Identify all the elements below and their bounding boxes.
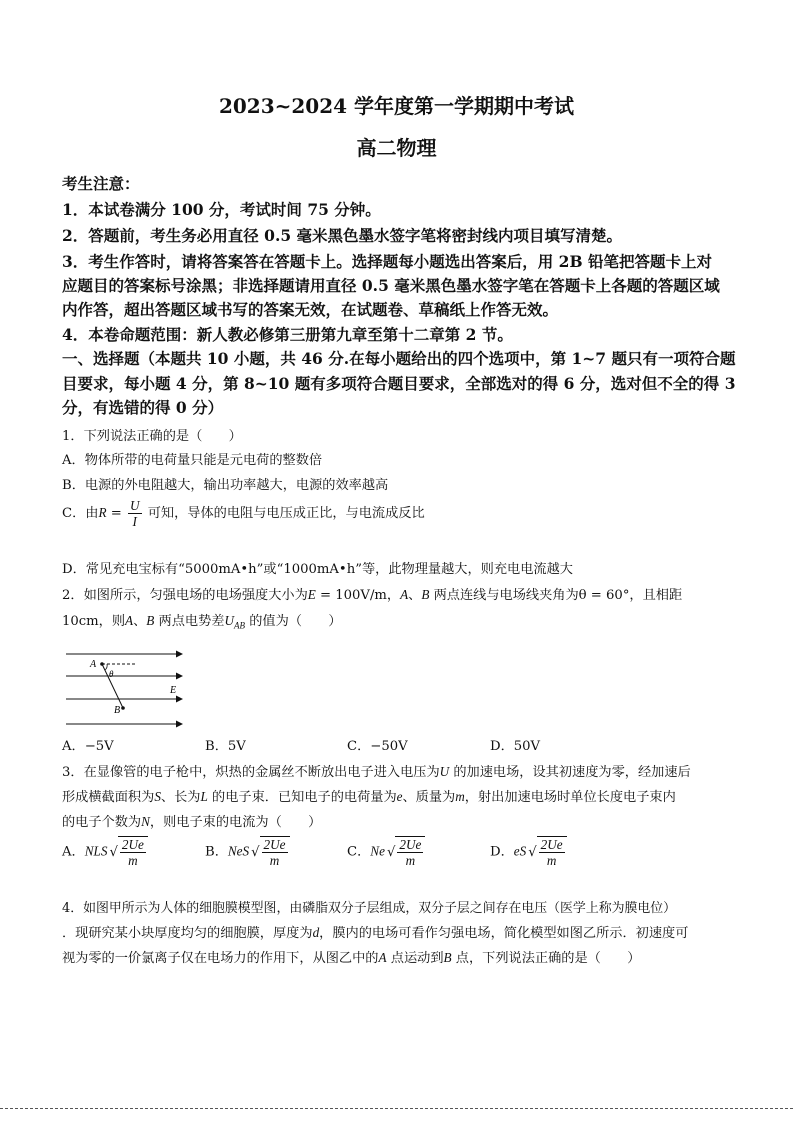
q3-d-num: 2Ue [540, 837, 563, 852]
q2-text: 2．如图所示，匀强电场的电场强度大小为 [62, 588, 308, 603]
q1-option-a: A．物体所带的电荷量只能是元电荷的整数倍 [62, 453, 323, 468]
exam-subject: 高二物理 [356, 136, 437, 160]
label-a: A [90, 659, 97, 670]
q1-option-b: B．电源的外电阻越大，输出功率越大，电源的效率越高 [62, 478, 389, 493]
q3-a-num: 2Ue [121, 837, 144, 852]
q2-sep2: 、 [133, 614, 147, 629]
q4-var-a: A [378, 950, 387, 965]
q3-option-c [347, 836, 425, 868]
notice-item-3-cont2: 内作答，超出答题区域书写的答案无效，在试题卷、草稿纸上作答无效。 [62, 300, 559, 319]
q3-var-s: S [154, 789, 161, 804]
q3-var-e: e [396, 789, 403, 804]
page-bottom-divider [0, 1108, 793, 1109]
q2-stem-line-2 [62, 610, 342, 631]
q2-option-a: A．−5V [62, 739, 114, 754]
q4-stem-line-3 [62, 947, 640, 966]
point-a [100, 662, 104, 666]
q3-a-coef: NLS [84, 843, 108, 859]
q3-text-9: ，则电子束的电流为（ ） [149, 815, 322, 830]
q4-stem-line-1: 4．如图甲所示为人体的细胞膜模型图，由磷脂双分子层组成，双分子层之间存在电压（医学上称为膜电位） [62, 901, 677, 916]
section-heading-line-2: 目要求，每小题 4 分，第 8~10 题有多项符合题目要求，全部选对的得 6 分，选对但不全的得 3 [62, 374, 736, 393]
q2-var-a: A [400, 587, 409, 602]
q4-var-d: d [312, 925, 320, 940]
q3-c-den: m [405, 853, 416, 868]
q2-option-b: B．5V [205, 739, 246, 754]
section-heading-line-1: 一、选择题（本题共 10 小题，共 46 分.在每小题给出的四个选项中，第 1~7 题只有一项符合题 [62, 349, 736, 368]
q3-text-5: 的电子束．已知电子的电荷量为 [207, 790, 397, 805]
q2-var-b2: B [146, 613, 155, 628]
notice-item-3: 3．考生作答时，请将答案答在答题卡上。选择题每小题选出答案后，用 2B 铅笔把答题卡上对 [62, 252, 712, 271]
q1-c-fraction [128, 498, 142, 529]
q3-c-num: 2Ue [399, 837, 422, 852]
q3-b-den: m [269, 853, 280, 868]
label-e: E [170, 685, 177, 696]
q3-a-label: A． [62, 844, 85, 860]
q3-stem-line-3 [62, 811, 321, 830]
q2-angle-text: 两点连线与电场线夹角为θ = 60°，且相距 [429, 588, 683, 603]
q3-d-coef: eS [513, 843, 527, 859]
q1-c-eq: = [106, 506, 126, 521]
q1-option-d: D．常见充电宝标有“5000mA•h”或“1000mA•h”等，此物理量越大，则充电电流越大 [62, 562, 573, 577]
q4-text-4: 点运动到 [386, 951, 444, 966]
angle-arc [105, 664, 107, 670]
q1-c-lhs: R [98, 505, 107, 520]
sqrt-icon: √ $\frac{2Ue}{m}$ [251, 836, 289, 868]
notice-item-1: 1．本试卷满分 100 分，考试时间 75 分钟。 [62, 200, 381, 219]
q3-option-d [490, 836, 567, 868]
q2-var-u-sub: AB [234, 620, 246, 631]
q3-text-6: 、质量为 [402, 790, 456, 805]
q3-var-m: m [455, 789, 465, 804]
q1-stem: 1．下列说法正确的是（ ） [62, 429, 242, 444]
sqrt-icon: √ $\frac{2Ue}{m}$ [528, 836, 566, 868]
point-b [121, 706, 125, 710]
q2-comma: ， [386, 588, 401, 603]
q1-c-denominator: I [132, 514, 137, 529]
q2-text-3: 两点电势差 [154, 614, 225, 629]
q2-sep: 、 [408, 588, 422, 603]
q2-stem-line-1 [62, 584, 682, 603]
q4-stem-line-2 [62, 922, 688, 941]
q2-var-e: E [307, 587, 316, 602]
q2-field-value: = 100V/m [315, 588, 387, 603]
label-b: B [114, 705, 121, 716]
q3-a-den: m [128, 853, 138, 868]
q3-text-7: ，射出加速电场时单位长度电子束内 [464, 790, 676, 805]
section-heading-line-3: 分，有选错的得 0 分） [62, 398, 224, 417]
q2-option-c: C．−50V [347, 739, 408, 754]
q3-text-1: 3．在显像管的电子枪中，炽热的金属丝不断放出电子进入电压为 [62, 765, 440, 780]
q3-stem-line-1 [62, 761, 691, 780]
q4-text-1: ．现研究某小块厚度均匀的细胞膜，厚度为 [62, 926, 313, 941]
q1-option-c [62, 498, 425, 529]
q3-b-label: B． [205, 844, 228, 860]
exam-title: 2023~2024 学年度第一学期期中考试 [218, 94, 575, 118]
q2-option-d: D．50V [490, 739, 541, 754]
label-theta: θ [109, 669, 114, 679]
q3-c-label: C． [347, 844, 371, 860]
q3-b-coef: NeS [227, 843, 250, 859]
q4-text-2: ，膜内的电场可看作匀强电场，简化模型如图乙所示．初速度可 [319, 926, 689, 941]
q3-c-coef: Ne [370, 843, 385, 859]
q1-c-suffix: 可知，导体的电阻与电压成正比，与电流成反比 [143, 506, 425, 521]
q2-var-a2: A [125, 613, 134, 628]
q3-option-a [62, 836, 148, 868]
notice-heading: 考生注意： [62, 174, 140, 193]
q1-c-numerator: U [129, 498, 140, 513]
q2-field-diagram [64, 648, 188, 730]
q3-text-8: 的电子个数为 [62, 815, 142, 830]
q2-var-u: U [224, 613, 235, 628]
q4-var-b: B [443, 950, 452, 965]
q3-text-4: 、长为 [160, 790, 201, 805]
sqrt-icon: √ $\frac{2Ue}{m}$ [387, 836, 425, 868]
q4-text-5: 点，下列说法正确的是（ ） [451, 951, 641, 966]
q3-var-n: N [141, 814, 150, 829]
q3-text-2: 的加速电场，设其初速度为零，经加速后 [449, 765, 691, 780]
q3-d-label: D． [490, 844, 514, 860]
q3-b-num: 2Ue [263, 837, 286, 852]
q3-option-b [205, 836, 290, 868]
q3-text-3: 形成横截面积为 [62, 790, 155, 805]
q2-text-2: 10cm，则 [62, 614, 126, 629]
q3-d-den: m [546, 853, 557, 868]
q1-c-prefix: C．由 [62, 506, 99, 521]
q2-var-b: B [421, 587, 430, 602]
q4-text-3: 视为零的一价氯离子仅在电场力的作用下，从图乙中的 [62, 951, 379, 966]
q3-var-u: U [439, 764, 450, 779]
sqrt-icon: √ $\frac{2Ue}{m}$ [109, 836, 147, 868]
notice-item-2: 2．答题前，考生务必用直径 0.5 毫米黑色墨水签字笔将密封线内项目填写清楚。 [62, 226, 623, 245]
q2-text-4: 的值为（ ） [245, 614, 342, 629]
q3-var-l: L [200, 789, 208, 804]
notice-item-4: 4．本卷命题范围：新人教必修第三册第九章至第十二章第 2 节。 [62, 325, 513, 344]
notice-item-3-cont: 应题目的答案标号涂黑；非选择题请用直径 0.5 毫米黑色墨水签字笔在答题卡上各题的答题区域 [62, 276, 720, 295]
q3-stem-line-2 [62, 786, 676, 805]
